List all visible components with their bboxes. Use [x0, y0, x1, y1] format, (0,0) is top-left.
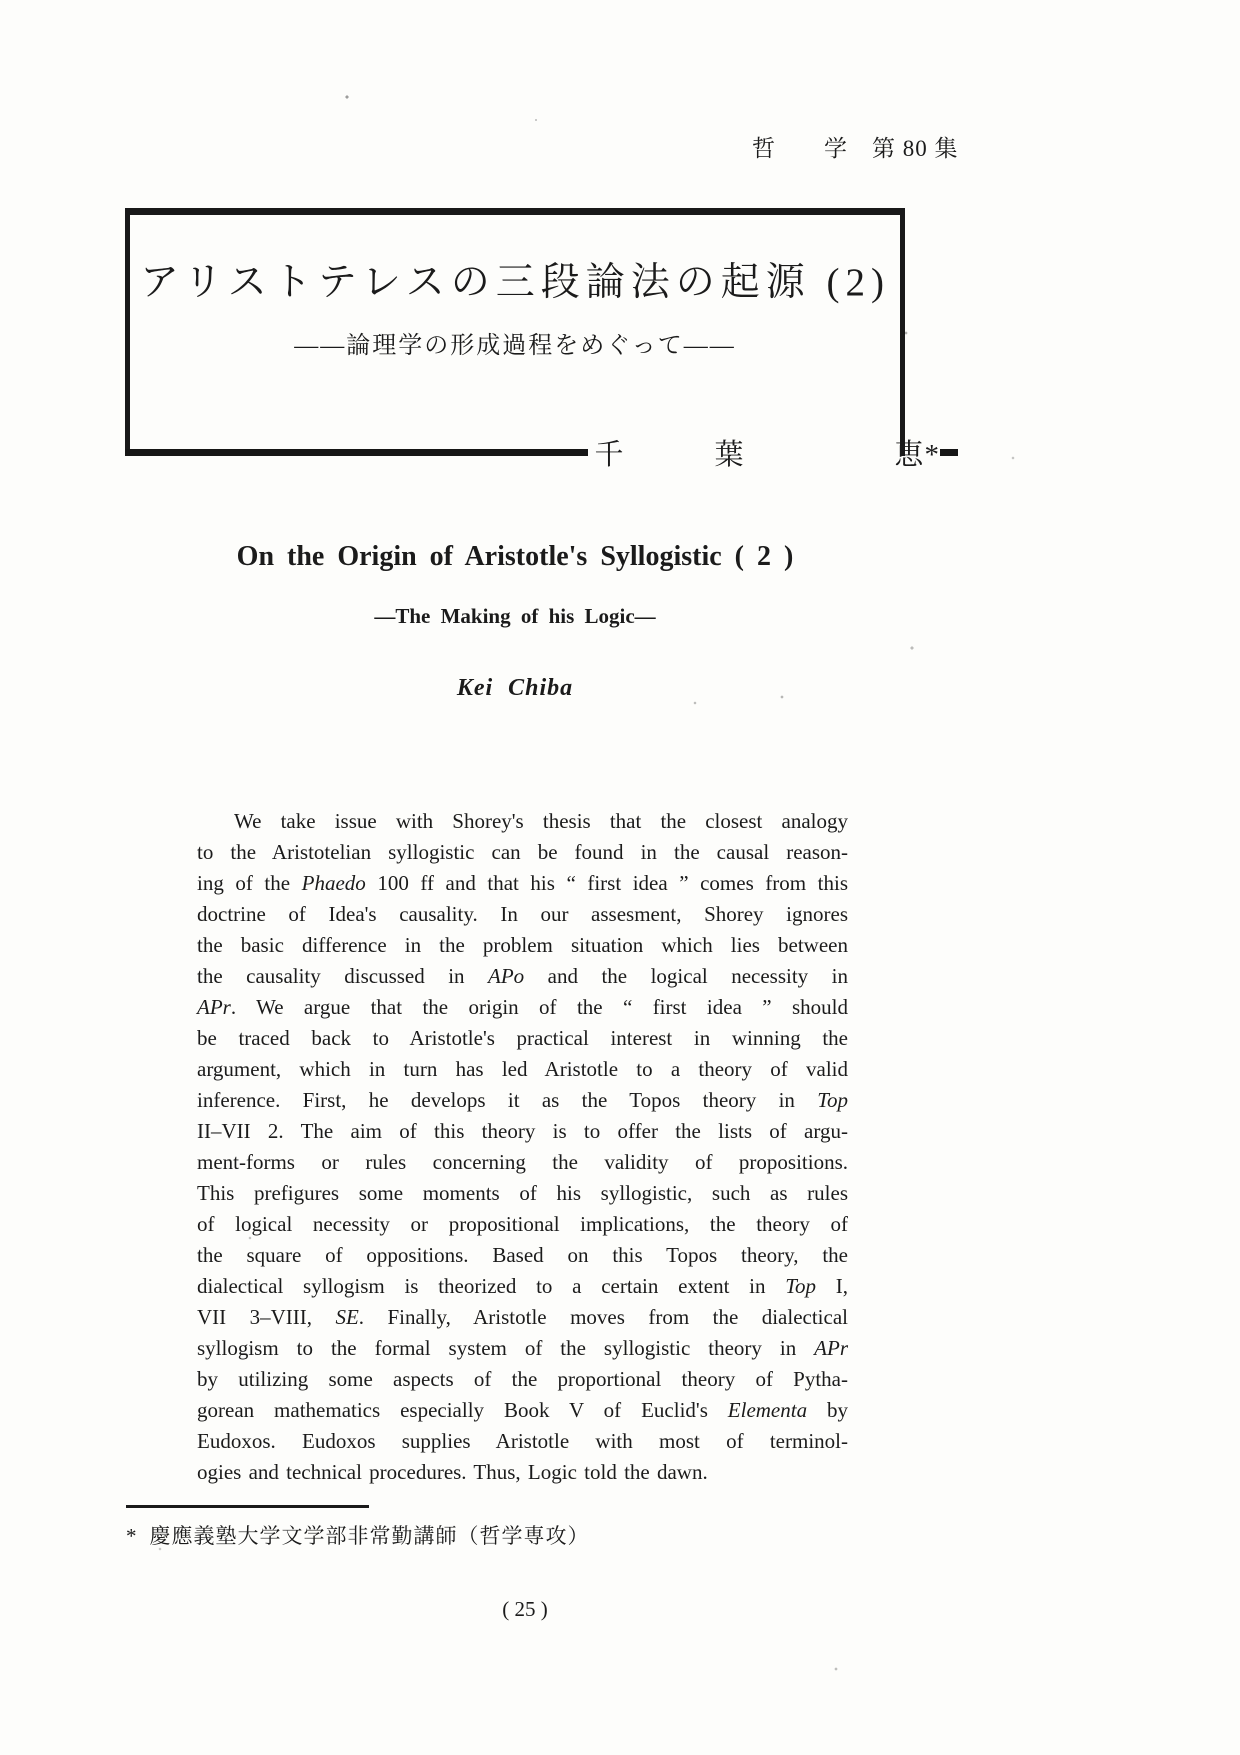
article-title-ja: アリストテレスの三段論法の起源 (2) — [140, 261, 890, 304]
abstract-line: II–VII 2. The aim of this theory is to offer the lists of argu- — [197, 1119, 848, 1143]
abstract-line: be traced back to Aristotle's practical interest in winning the — [197, 1026, 848, 1050]
abstract-line: dialectical syllogism is theorized to a certain extent in Top I, — [197, 1274, 849, 1298]
article-title-box — [125, 208, 940, 471]
abstract-line: the causality discussed in APo and the logical necessity in — [197, 964, 848, 988]
footnote-marker: * — [126, 1524, 138, 1548]
article-subtitle-en: —The Making of his Logic— — [374, 604, 656, 628]
page-number: ( 25 ) — [502, 1597, 548, 1621]
footnote — [126, 1520, 590, 1550]
abstract-line: doctrine of Idea's causality. In our assesment, Shorey ignores — [197, 902, 848, 926]
footnote-text: 慶應義塾大学文学部非常勤講師（哲学専攻） — [149, 1524, 590, 1548]
abstract-line: ment-forms or rules concerning the validity of propositions. — [197, 1150, 848, 1174]
abstract-line: This prefigures some moments of his syllogistic, such as rules — [197, 1181, 848, 1205]
author-rule-right — [940, 449, 958, 456]
abstract-line: of logical necessity or propositional implications, the theory of — [197, 1212, 848, 1236]
abstract-line: argument, which in turn has led Aristotle to a theory of valid — [197, 1057, 848, 1081]
abstract-line: gorean mathematics especially Book V of Euclid's Elementa by — [197, 1398, 849, 1422]
abstract-line: the square of oppositions. Based on this Topos theory, the — [197, 1243, 848, 1267]
abstract-line: VII 3–VIII, SE. Finally, Aristotle moves from the dialectical — [197, 1305, 848, 1329]
article-title-en: On the Origin of Aristotle's Syllogistic ( 2 ) — [236, 541, 794, 572]
abstract-line: APr. We argue that the origin of the “ first idea ” should — [197, 995, 848, 1019]
journal-volume-label: 哲 学 第 80 集 — [752, 136, 959, 161]
author-rule-row — [125, 432, 958, 473]
author-rule-left — [125, 449, 588, 456]
abstract-paragraph — [197, 806, 848, 1488]
abstract-line: ogies and technical procedures. Thus, Logic told the dawn. — [197, 1460, 708, 1484]
author-name-ja: 千 葉 恵* — [594, 439, 940, 471]
abstract-line: inference. First, he develops it as the Topos theory in Top — [197, 1088, 848, 1112]
article-subtitle-ja: ――論理学の形成過程をめぐって―― — [294, 333, 736, 359]
english-heading — [125, 541, 905, 702]
abstract-line: the basic difference in the problem situation which lies between — [197, 933, 848, 957]
abstract-line: We take issue with Shorey's thesis that the closest analogy — [234, 809, 848, 833]
abstract-line: ing of the Phaedo 100 ff and that his “ first idea ” comes from this — [197, 871, 848, 895]
abstract-line: to the Aristotelian syllogistic can be found in the causal reason- — [197, 840, 848, 864]
abstract-line: by utilizing some aspects of the proportional theory of Pytha- — [197, 1367, 848, 1391]
footnote-rule — [126, 1505, 369, 1508]
author-name-en: Kei Chiba — [456, 675, 574, 701]
abstract-line: Eudoxos. Eudoxos supplies Aristotle with most of terminol- — [197, 1429, 848, 1453]
abstract-line: syllogism to the formal system of the syllogistic theory in APr — [197, 1336, 848, 1360]
